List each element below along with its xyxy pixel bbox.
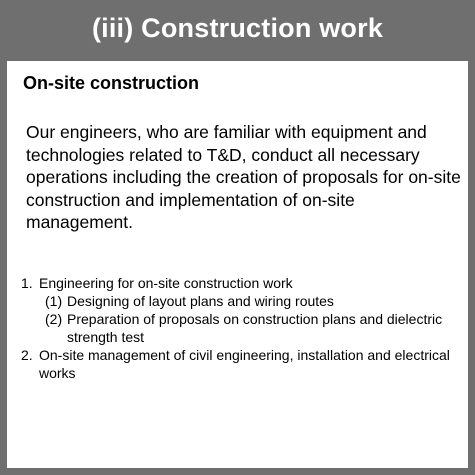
list-item bbox=[21, 346, 461, 382]
numbered-list bbox=[21, 274, 461, 382]
content-panel bbox=[7, 61, 468, 468]
section-title: On-site construction bbox=[23, 73, 200, 93]
list-subitem-number: (1) bbox=[45, 293, 63, 309]
list-item-text: Engineering for on-site construction work bbox=[39, 275, 293, 291]
list-subitem-number: (2) bbox=[45, 311, 63, 327]
list-subitem bbox=[21, 310, 461, 346]
list-subitem-text: Preparation of proposals on construction plans and dielectric strength test bbox=[67, 311, 443, 345]
slide-header bbox=[0, 0, 475, 56]
slide-title: (iii) Construction work bbox=[91, 12, 384, 43]
list-subitem bbox=[21, 292, 461, 310]
list-item bbox=[21, 274, 461, 292]
list-subitem-text: Designing of layout plans and wiring routes bbox=[67, 293, 334, 309]
list-item-text: On-site management of civil engineering, installation and electrical works bbox=[39, 347, 450, 381]
intro-paragraph: Our engineers, who are familiar with equipment and technologies related to T&D, conduct all necessary operations including the creation of proposals for on-site construction and implementation of on-site management. bbox=[26, 122, 461, 232]
list-item-number: 1. bbox=[21, 275, 33, 291]
list-item-number: 2. bbox=[21, 347, 33, 363]
